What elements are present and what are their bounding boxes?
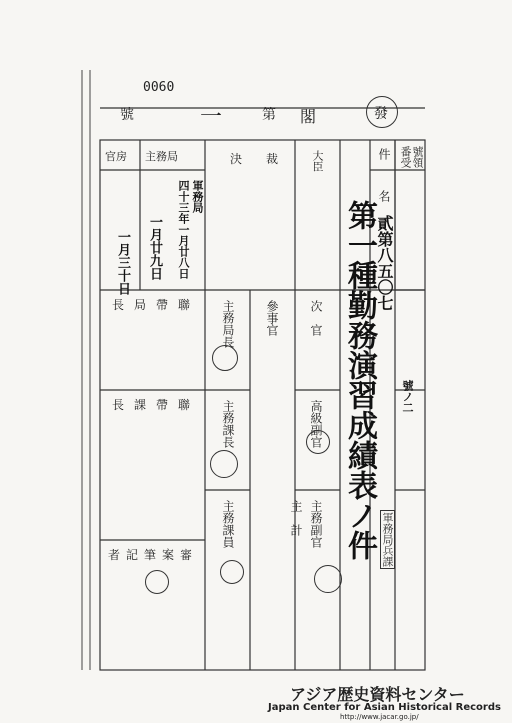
section-chief-seal: [210, 450, 238, 478]
liaison-section-chief: 長課帶聯: [112, 398, 201, 412]
banner-number: 一: [200, 105, 223, 130]
section-chief-label: 主務課長: [221, 400, 235, 448]
subject-label-2: 名: [377, 190, 391, 202]
bureau-chief-label: 主務局長: [221, 300, 235, 348]
receipt-line-label: 號領: [411, 146, 424, 168]
date-received: 四十三年一月廿八日: [177, 180, 190, 279]
document-number: 貳第八五〇七: [375, 215, 394, 311]
hatsu-seal-text: 發: [374, 106, 388, 122]
date-dispatched: 一月三十日: [115, 230, 130, 295]
minister-label: 大臣: [311, 150, 324, 172]
subject-handwritten: 第一種勤務演習成績表ノ件: [342, 200, 377, 560]
bureau-stamp: 軍務局兵課: [381, 512, 394, 567]
adjutant-label: 主務副官: [309, 500, 323, 548]
councilor-label: 參事官: [265, 300, 279, 336]
senior-adjutant-label: 高級副官: [309, 400, 323, 448]
liaison-bureau-chief: 長局帶聯: [112, 298, 201, 312]
reviewer-seal: [145, 570, 169, 594]
office-handwritten: 軍務局: [191, 180, 204, 213]
jacar-logo-jp: アジア歴史資料センター: [290, 685, 465, 704]
subject-label: 件: [377, 148, 391, 160]
accounting-label: 主 計: [289, 500, 303, 536]
folio-number: 0060: [143, 80, 175, 95]
banner-dai: 第: [262, 107, 276, 123]
bureau-chief-seal: [212, 345, 238, 371]
office-header: 官房: [105, 150, 127, 163]
staff-seal: [220, 560, 244, 584]
jacar-url: http://www.jacar.go.jp/: [340, 713, 419, 721]
section-header: 主務局: [145, 150, 178, 163]
banner-kaku: 閣: [300, 107, 317, 126]
hatsu-seal: [366, 96, 398, 128]
decision-label: 決 裁: [230, 152, 279, 166]
staff-label: 主務課員: [221, 500, 235, 548]
vice-minister-label: 次 官: [309, 300, 323, 336]
adjutant-seal: [314, 565, 342, 593]
jacar-logo-en: Japan Center for Asian Historical Records: [268, 702, 501, 713]
draft-reviewer: 者記筆案審: [108, 548, 199, 562]
date-decided: 一月廿九日: [147, 215, 162, 280]
banner-go: 號: [120, 107, 134, 123]
document-subnumber: 號ノ二: [401, 380, 414, 413]
senior-adjutant-seal: [306, 430, 330, 454]
receipt-number-label: 番受: [399, 146, 412, 168]
